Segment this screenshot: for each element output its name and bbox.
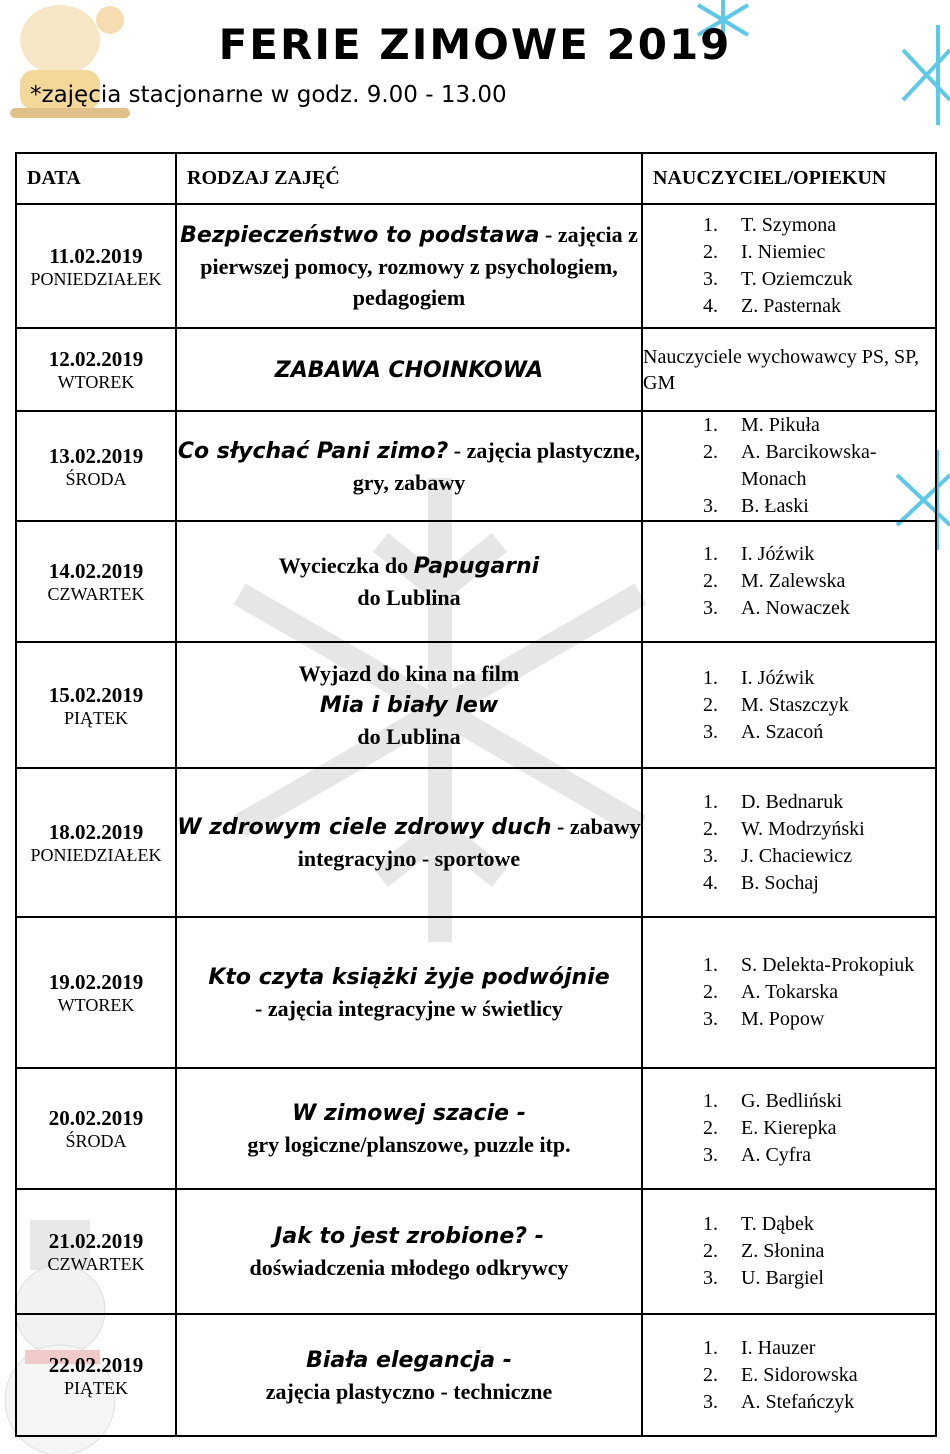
activity-cell (176, 1068, 642, 1189)
date-text: 15.02.2019 (48, 682, 144, 707)
teacher-item: 3. A. Szacoń (723, 719, 935, 746)
activity-prefix: Wycieczka do (278, 553, 414, 578)
weekday-text: CZWARTEK (47, 1254, 145, 1274)
activity-cell (176, 1189, 642, 1314)
weekday-text: PIĄTEK (64, 1377, 128, 1398)
teacher-cell (642, 768, 936, 917)
date-cell (16, 328, 176, 411)
weekday-text: PONIEDZIAŁEK (30, 845, 162, 865)
teacher-item: 3. T. Oziemczuk (723, 266, 935, 293)
column-header-activity: RODZAJ ZAJĘĆ (176, 153, 642, 204)
weekday-text: WTOREK (57, 995, 135, 1015)
teacher-cell: Nauczyciele wychowawcy PS, SP, GM (642, 328, 936, 411)
teacher-item: 2. E. Kierepka (723, 1115, 935, 1142)
teacher-item: 3. M. Popow (723, 1006, 935, 1033)
date-text: 14.02.2019 (48, 559, 144, 583)
activity-title: ZABAWA CHOINKOWA (274, 357, 544, 383)
teacher-item: 2. E. Sidorowska (723, 1362, 935, 1389)
weekday-text: WTOREK (57, 372, 135, 392)
activity-description: - zajęcia plastyczne, gry, zabawy (352, 437, 641, 495)
table-row (16, 204, 936, 328)
table-row (16, 768, 936, 917)
activity-cell (176, 411, 642, 521)
activity-title: W zdrowym ciele zdrowy duch (177, 815, 552, 840)
table-row (16, 521, 936, 642)
teacher-item: 1. S. Delekta-Prokopiuk (723, 952, 935, 979)
table-header-row (16, 153, 936, 204)
date-cell (16, 204, 176, 328)
activity-title: Mia i biały lew (319, 693, 499, 718)
date-text: 21.02.2019 (48, 1229, 144, 1253)
activity-title: Bezpieczeństwo to podstawa (180, 223, 540, 248)
column-header-date: DATA (16, 153, 176, 204)
weekday-text: ŚRODA (65, 1131, 127, 1151)
activity-cell (176, 642, 642, 768)
teacher-item: 4. B. Sochaj (723, 870, 935, 897)
column-header-teacher: NAUCZYCIEL/OPIEKUN (642, 153, 936, 204)
teacher-item: 3. J. Chaciewicz (723, 843, 935, 870)
weekday-text: PONIEDZIAŁEK (30, 268, 162, 289)
activity-description: zajęcia plastyczno - techniczne (265, 1378, 553, 1404)
date-text: 12.02.2019 (48, 347, 144, 371)
table-row (16, 411, 936, 521)
teacher-item: 2. I. Niemiec (723, 239, 935, 266)
activity-description: do Lublina (357, 724, 461, 749)
activity-description: - zabawy integracyjno - sportowe (297, 814, 641, 871)
activity-description: - zajęcia z pierwszej pomocy, rozmowy z psychologiem, pedagogiem (200, 222, 638, 310)
activity-prefix: Wyjazd do kina na film (298, 661, 520, 686)
teacher-cell (642, 204, 936, 328)
date-cell (16, 1189, 176, 1314)
activity-cell (176, 917, 642, 1068)
activity-description: gry logiczne/planszowe, puzzle itp. (247, 1132, 571, 1157)
teacher-item: 2. M. Staszczyk (723, 692, 935, 719)
teacher-cell (642, 642, 936, 768)
teacher-item: 3. U. Bargiel (723, 1265, 935, 1292)
teacher-item: 1. I. Hauzer (723, 1335, 935, 1362)
activity-cell (176, 328, 642, 411)
activity-title: Co słychać Pani zimo? (177, 438, 449, 464)
teacher-item: 3. A. Stefańczyk (723, 1389, 935, 1416)
table-row (16, 1189, 936, 1314)
teacher-item: 1. I. Jóźwik (723, 665, 935, 692)
weekday-text: PIĄTEK (64, 707, 128, 728)
date-text: 22.02.2019 (48, 1352, 144, 1377)
page-title: FERIE ZIMOWE 2019 (218, 20, 732, 69)
teacher-item: 2. Z. Słonina (723, 1238, 935, 1265)
date-cell (16, 768, 176, 917)
teacher-cell (642, 917, 936, 1068)
weekday-text: CZWARTEK (47, 584, 145, 604)
activity-cell (176, 1314, 642, 1436)
teacher-item: 3. A. Cyfra (723, 1142, 935, 1169)
date-cell (16, 521, 176, 642)
table-row (16, 1068, 936, 1189)
activity-cell (176, 521, 642, 642)
teacher-item: 1. M. Pikuła (723, 412, 935, 439)
weekday-text: ŚRODA (65, 468, 127, 489)
teacher-item: 2. M. Zalewska (723, 568, 935, 595)
activity-title: Papugarni (413, 554, 540, 579)
date-cell (16, 917, 176, 1068)
teacher-item: 1. D. Bednaruk (723, 789, 935, 816)
teacher-item: 1. T. Dąbek (723, 1211, 935, 1238)
table-row (16, 328, 936, 411)
date-cell (16, 642, 176, 768)
teacher-item: 4. Z. Pasternak (723, 293, 935, 320)
date-cell (16, 1068, 176, 1189)
teacher-item: 2. W. Modrzyński (723, 816, 935, 843)
table-row (16, 1314, 936, 1436)
activity-description: doświadczenia młodego odkrywcy (249, 1255, 569, 1280)
table-row (16, 642, 936, 768)
teacher-cell (642, 1068, 936, 1189)
date-text: 11.02.2019 (49, 243, 143, 268)
activity-title: W zimowej szacie - (292, 1101, 526, 1126)
teacher-cell (642, 521, 936, 642)
date-text: 20.02.2019 (48, 1106, 144, 1130)
teacher-cell (642, 411, 936, 521)
teacher-item: 1. T. Szymona (723, 212, 935, 239)
activity-title: Jak to jest zrobione? - (274, 1224, 544, 1249)
table-row (16, 917, 936, 1068)
date-text: 13.02.2019 (48, 443, 144, 468)
activity-cell (176, 204, 642, 328)
date-text: 18.02.2019 (48, 820, 144, 844)
activity-title: Kto czyta książki żyje podwójnie (208, 965, 610, 990)
teacher-item: 1. I. Jóźwik (723, 541, 935, 568)
teacher-item: 1. G. Bedliński (723, 1088, 935, 1115)
date-cell (16, 411, 176, 521)
date-cell (16, 1314, 176, 1436)
teacher-item: 3. A. Nowaczek (723, 595, 935, 622)
date-text: 19.02.2019 (48, 970, 144, 994)
teacher-cell (642, 1314, 936, 1436)
activity-title: Biała elegancja - (306, 1347, 512, 1373)
teacher-item: 2. A. Barcikowska-Monach (723, 439, 935, 493)
teacher-item: 2. A. Tokarska (723, 979, 935, 1006)
page-subtitle: *zajęcia stacjonarne w godz. 9.00 - 13.00 (30, 82, 507, 108)
teacher-cell (642, 1189, 936, 1314)
activity-description: do Lublina (357, 585, 461, 610)
teacher-item: 3. B. Łaski (723, 493, 935, 520)
activity-description: - zajęcia integracyjne w świetlicy (255, 996, 563, 1021)
schedule-table (15, 152, 937, 1437)
activity-cell (176, 768, 642, 917)
